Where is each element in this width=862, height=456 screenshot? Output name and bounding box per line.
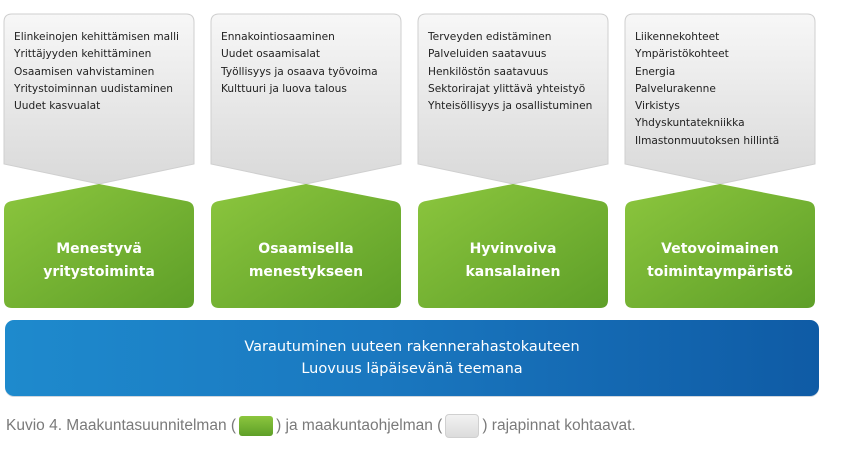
program-item: Henkilöstön saatavuus (428, 65, 549, 78)
column-yritystoiminta (4, 14, 194, 310)
program-items (635, 29, 817, 150)
column-toimintaymparisto (625, 14, 815, 310)
program-item: Liikennekohteet (635, 31, 720, 43)
bar-line-1: Varautuminen uuteen rakennerahastokauteen (244, 339, 580, 355)
program-item: Kulttuuri ja luova talous (221, 82, 347, 95)
plan-theme-line: Vetovoimainen (661, 241, 779, 257)
program-item: Uudet kasvualat (14, 100, 101, 113)
plan-theme (625, 204, 815, 318)
plan-theme-line: Menestyvä (56, 241, 142, 257)
plan-theme-line: kansalainen (465, 264, 561, 280)
plan-theme-line: Osaamisella (258, 241, 354, 257)
program-item: Ympäristökohteet (635, 48, 729, 61)
plan-theme-line: yritystoiminta (43, 264, 155, 280)
program-items (14, 29, 196, 115)
plan-theme (418, 204, 608, 318)
program-item: Yhdyskuntatekniikka (635, 117, 745, 130)
column-osaaminen (211, 14, 401, 310)
program-item: Ilmastonmuutoksen hillintä (635, 134, 780, 147)
cross-cutting-bar (5, 320, 819, 396)
caption-part-1: Kuvio 4. Maakuntasuunnitelman ( (6, 417, 237, 434)
plan-theme (211, 204, 401, 318)
program-item: Terveyden edistäminen (428, 31, 552, 43)
program-item: Sektorirajat ylittävä yhteistyö (428, 82, 586, 95)
program-item: Yrittäjyyden kehittäminen (14, 48, 152, 61)
program-item: Palvelurakenne (635, 82, 716, 95)
caption-part-2: ) ja maakuntaohjelman ( (276, 417, 443, 434)
program-item: Osaamisen vahvistaminen (14, 65, 155, 78)
green-legend-swatch (239, 416, 273, 436)
program-item: Ennakointiosaaminen (221, 31, 335, 43)
figure-caption (6, 414, 636, 438)
column-hyvinvointi (418, 14, 608, 310)
plan-theme-line: menestykseen (248, 264, 364, 280)
caption-part-3: ) rajapinnat kohtaavat. (482, 417, 636, 434)
program-item: Palveluiden saatavuus (428, 48, 547, 61)
program-item: Energia (635, 65, 676, 78)
plan-theme-line: toimintaympäristö (647, 264, 793, 280)
program-items (221, 29, 403, 98)
program-item: Uudet osaamisalat (221, 48, 321, 61)
program-item: Yhteisöllisyys ja osallistuminen (428, 100, 593, 113)
plan-theme-line: Hyvinvoiva (469, 241, 557, 257)
program-items (428, 29, 610, 115)
plan-theme (4, 204, 194, 318)
program-item: Yritystoiminnan uudistaminen (14, 82, 174, 95)
program-item: Työllisyys ja osaava työvoima (221, 65, 378, 78)
program-item: Elinkeinojen kehittämisen malli (14, 31, 180, 43)
bar-line-2: Luovuus läpäisevänä teemana (301, 361, 523, 377)
gray-legend-swatch (445, 414, 479, 438)
program-item: Virkistys (635, 100, 680, 113)
